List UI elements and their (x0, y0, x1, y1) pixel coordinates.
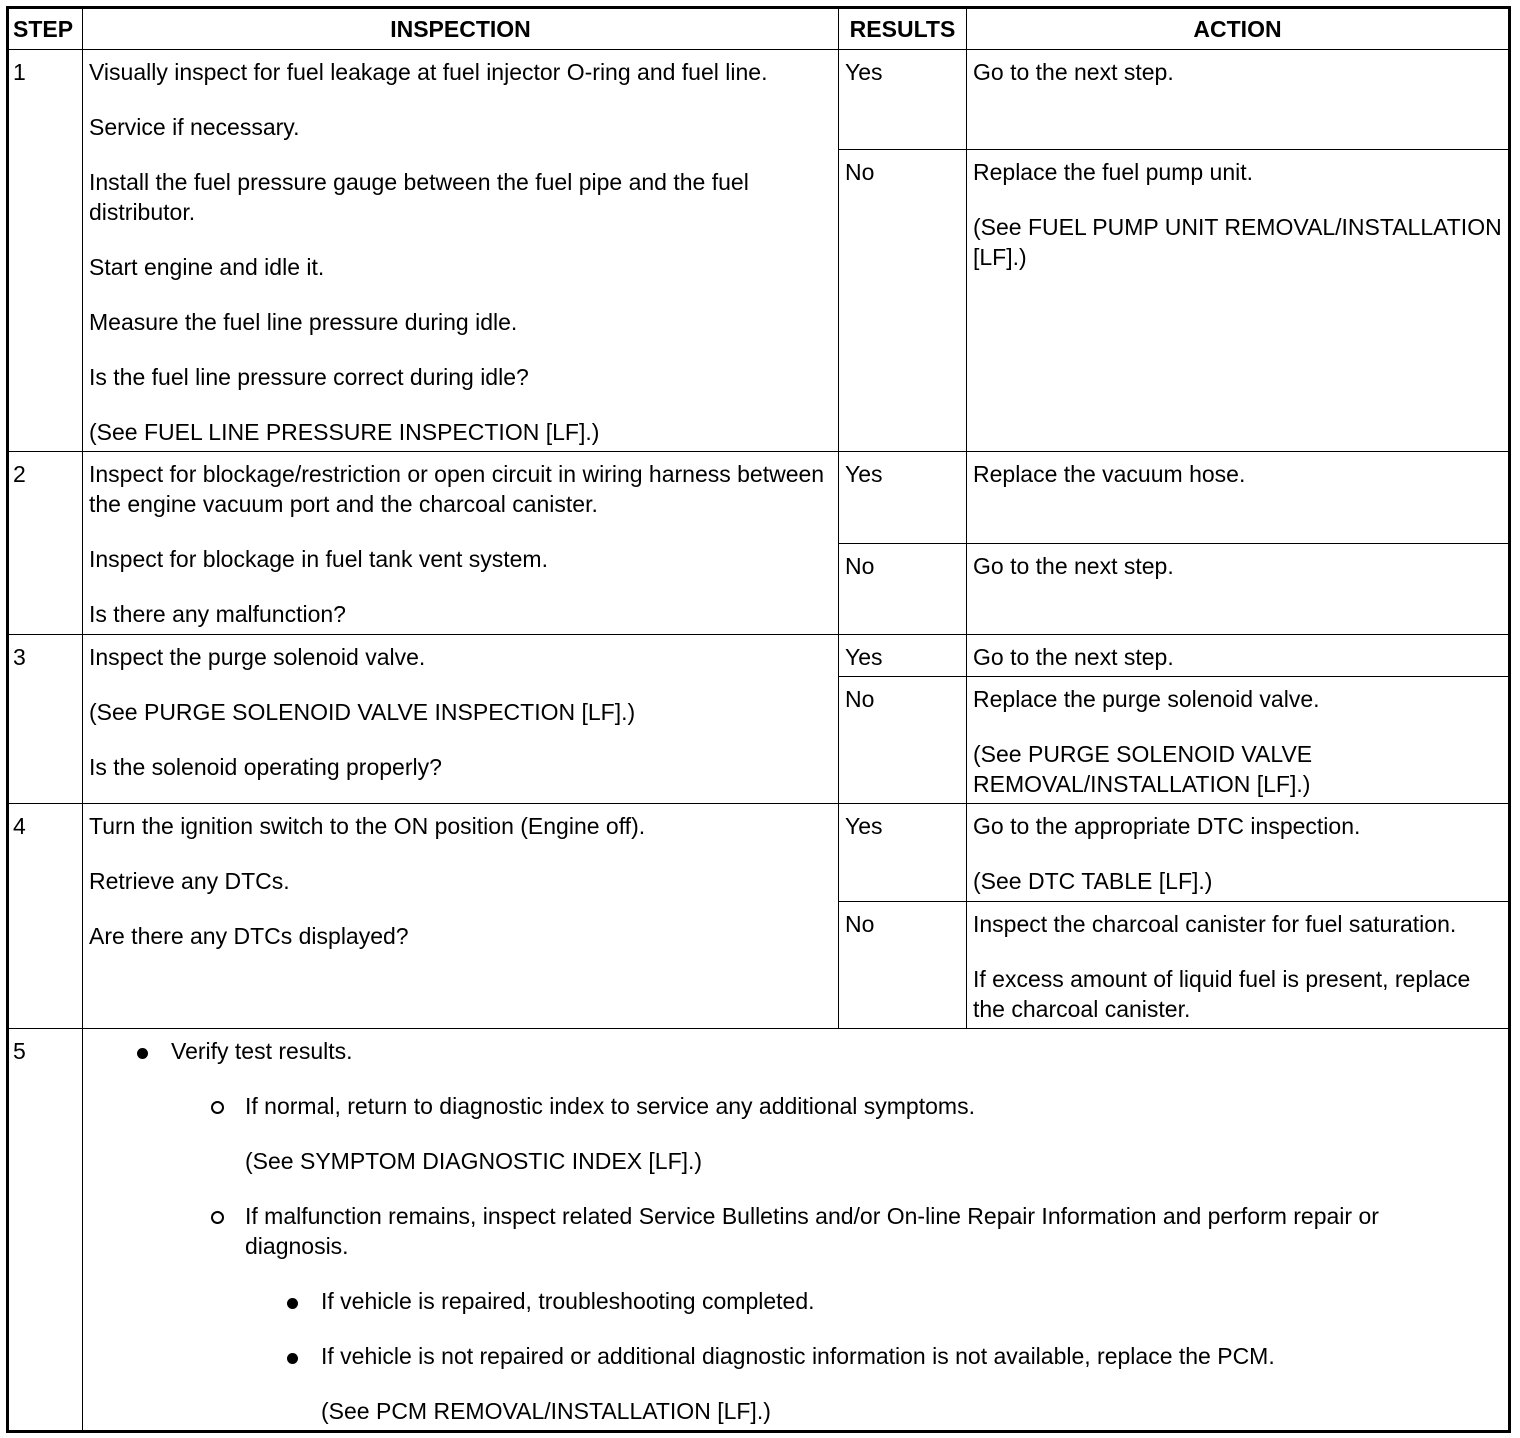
inspection-text: Install the fuel pressure gauge between the fuel pipe and the fuel distributor. (89, 169, 749, 225)
inspection-text: Inspect for blockage/restriction or open circuit in wiring harness between the engine vacuum port and the charcoal canister. (89, 461, 825, 517)
list-item-text: If vehicle is not repaired or additional diagnostic information is not available, replace the PCM. (321, 1343, 1275, 1369)
inspection-text: Are there any DTCs displayed? (89, 923, 409, 949)
inspection-text: Start engine and idle it. (89, 254, 325, 280)
inspection-text: Service if necessary. (89, 114, 300, 140)
header-results: RESULTS (839, 8, 967, 50)
result-yes: Yes (839, 50, 967, 150)
list-item (89, 1286, 1502, 1316)
action-text: (See FUEL PUMP UNIT REMOVAL/INSTALLATION [LF].) (973, 214, 1502, 270)
action-no (967, 902, 1510, 1029)
list-item (89, 1091, 1502, 1121)
result-yes: Yes (839, 452, 967, 544)
inspection-text: Retrieve any DTCs. (89, 868, 290, 894)
inspection-text: Is there any malfunction? (89, 601, 346, 627)
diagnostic-table (6, 6, 1511, 1433)
action-text: Go to the next step. (973, 644, 1174, 670)
inspection-text: Inspect the purge solenoid valve. (89, 644, 426, 670)
bullet-icon (287, 1286, 298, 1316)
result-yes: Yes (839, 804, 967, 902)
action-yes (967, 452, 1510, 544)
inspection-text: Visually inspect for fuel leakage at fuel injector O-ring and fuel line. (89, 59, 768, 85)
action-yes (967, 635, 1510, 677)
action-text: Replace the vacuum hose. (973, 461, 1246, 487)
inspection-cell (83, 452, 839, 635)
inspection-text: Turn the ignition switch to the ON position (Engine off). (89, 813, 646, 839)
action-text: (See PURGE SOLENOID VALVE REMOVAL/INSTALLATION [LF].) (973, 741, 1313, 797)
action-text: Go to the next step. (973, 553, 1174, 579)
result-no: No (839, 677, 967, 804)
step-number: 4 (8, 804, 83, 1029)
action-text: If excess amount of liquid fuel is present, replace the charcoal canister. (973, 966, 1471, 1022)
action-text: (See DTC TABLE [LF].) (973, 868, 1213, 894)
action-text: Go to the next step. (973, 59, 1174, 85)
circle-bullet-icon (211, 1091, 224, 1121)
list-item-text: Verify test results. (171, 1038, 353, 1064)
inspection-text: (See FUEL LINE PRESSURE INSPECTION [LF].) (89, 419, 600, 445)
header-step: STEP (8, 8, 83, 50)
inspection-text: Measure the fuel line pressure during idle. (89, 309, 518, 335)
result-yes: Yes (839, 635, 967, 677)
table-row (8, 635, 1510, 677)
inspection-text: (See PURGE SOLENOID VALVE INSPECTION [LF].) (89, 699, 636, 725)
inspection-text: Is the fuel line pressure correct during idle? (89, 364, 529, 390)
action-no (967, 150, 1510, 452)
result-no: No (839, 150, 967, 452)
step-number: 2 (8, 452, 83, 635)
header-row (8, 8, 1510, 50)
step-number: 5 (8, 1029, 83, 1432)
action-text: Go to the appropriate DTC inspection. (973, 813, 1361, 839)
inspection-text: Is the solenoid operating properly? (89, 754, 442, 780)
list-item (89, 1036, 1502, 1066)
action-yes (967, 50, 1510, 150)
action-no (967, 677, 1510, 804)
inspection-cell (83, 635, 839, 804)
action-text: Replace the fuel pump unit. (973, 159, 1254, 185)
list-item-text: If malfunction remains, inspect related Service Bulletins and/or On-line Repair Information and perform repair or diagnosis. (245, 1203, 1379, 1259)
step5-content (83, 1029, 1510, 1432)
circle-bullet-icon (211, 1201, 224, 1231)
inspection-cell (83, 50, 839, 452)
table-row (8, 1029, 1510, 1432)
action-yes (967, 804, 1510, 902)
action-text: Replace the purge solenoid valve. (973, 686, 1320, 712)
bullet-icon (287, 1341, 298, 1371)
list-item (89, 1341, 1502, 1371)
inspection-cell (83, 804, 839, 1029)
list-item-ref: (See SYMPTOM DIAGNOSTIC INDEX [LF].) (245, 1148, 703, 1174)
action-text: Inspect the charcoal canister for fuel saturation. (973, 911, 1457, 937)
table-row (8, 804, 1510, 902)
result-no: No (839, 544, 967, 635)
header-inspection: INSPECTION (83, 8, 839, 50)
list-item (89, 1201, 1502, 1261)
table-row (8, 50, 1510, 150)
action-no (967, 544, 1510, 635)
step-number: 3 (8, 635, 83, 804)
list-item-ref: (See PCM REMOVAL/INSTALLATION [LF].) (321, 1398, 771, 1424)
result-no: No (839, 902, 967, 1029)
header-action: ACTION (967, 8, 1510, 50)
list-item-text: If normal, return to diagnostic index to service any additional symptoms. (245, 1093, 975, 1119)
bullet-icon (137, 1036, 148, 1066)
list-item-text: If vehicle is repaired, troubleshooting completed. (321, 1288, 815, 1314)
inspection-text: Inspect for blockage in fuel tank vent system. (89, 546, 548, 572)
table-row (8, 452, 1510, 544)
step-number: 1 (8, 50, 83, 452)
